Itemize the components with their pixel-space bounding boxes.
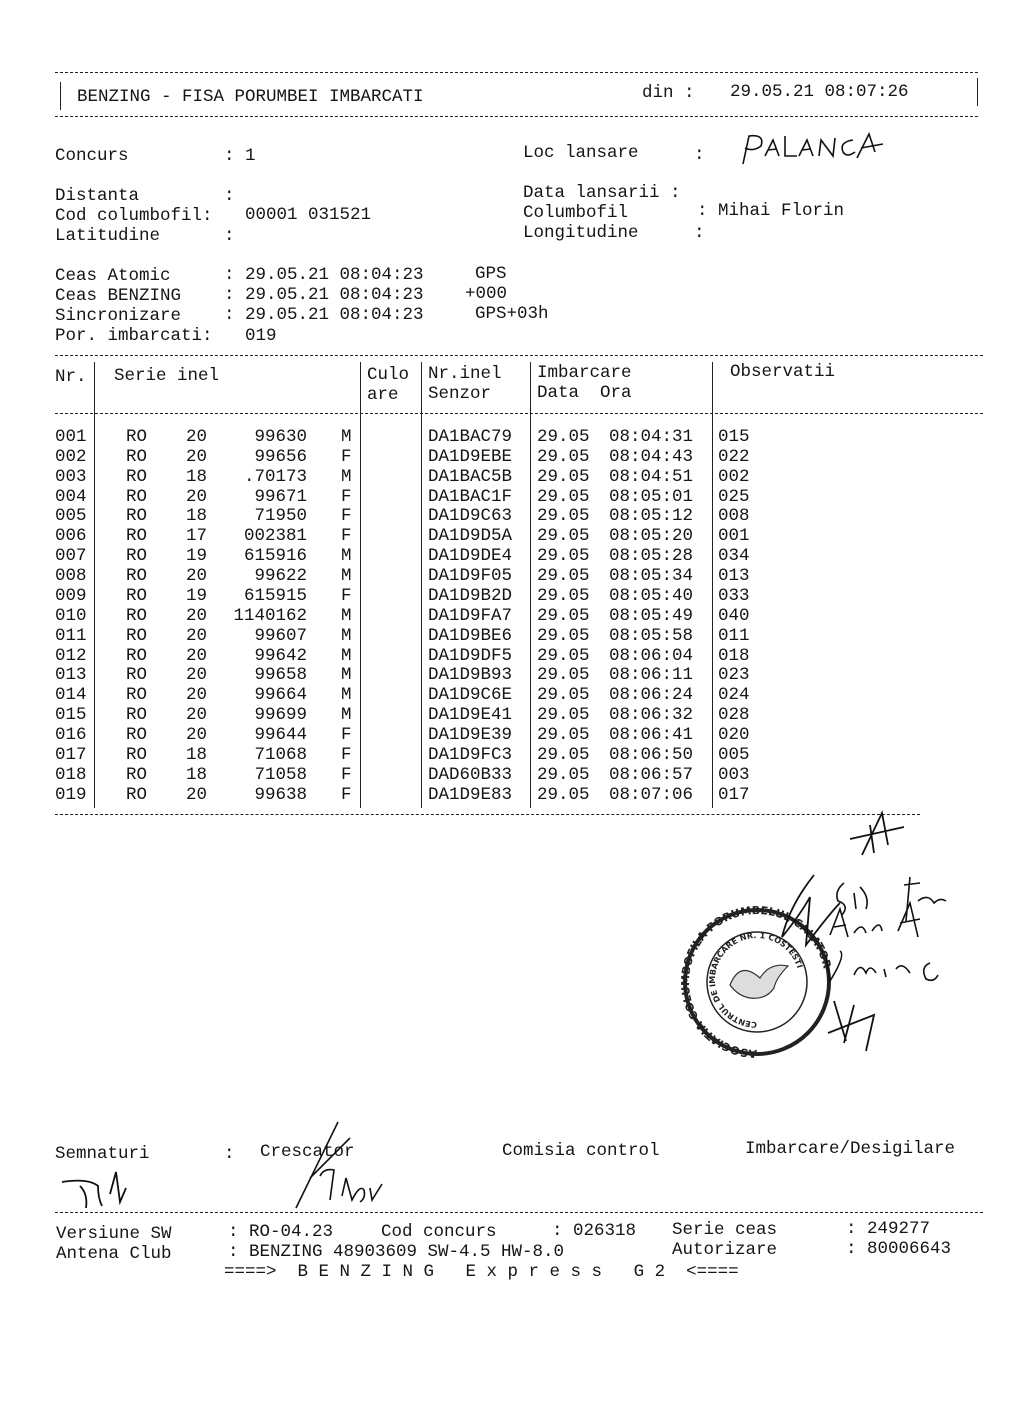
- row-time: 08:05:12: [609, 506, 694, 527]
- row-date: 29.05: [537, 784, 590, 805]
- comisia-control-label: Comisia control: [502, 1141, 660, 1161]
- row-observatii: 023: [718, 665, 750, 686]
- row-country: RO: [126, 546, 148, 567]
- row-date: 29.05: [537, 427, 590, 447]
- row-nr: 015: [55, 705, 87, 726]
- row-date: 29.05: [537, 566, 590, 587]
- ceas-benzing-value: : 29.05.21 08:04:23: [224, 285, 424, 305]
- row-nr: 007: [55, 546, 87, 567]
- table-row: [0, 785, 1024, 805]
- row-sensor-id: DA1D9DF5: [428, 645, 513, 666]
- row-sensor-id: DA1D9E83: [428, 784, 513, 805]
- header-nrinel-2: Senzor: [428, 384, 492, 404]
- row-date: 29.05: [537, 486, 590, 507]
- cod-concurs-value: : 026318: [552, 1221, 637, 1241]
- longitudine-sep: :: [694, 223, 705, 243]
- row-year: 20: [186, 446, 208, 467]
- row-country: RO: [126, 605, 148, 626]
- imbarcare-desigilare-label: Imbarcare/Desigilare: [745, 1139, 956, 1159]
- row-year: 20: [186, 665, 208, 686]
- columbofil-label: Columbofil: [523, 203, 629, 223]
- header-nr: Nr.: [55, 367, 87, 387]
- header-nrinel-1: Nr.inel: [428, 364, 502, 384]
- latitudine-sep: :: [224, 226, 235, 246]
- concurs-value: : 1: [224, 146, 256, 166]
- row-time: 08:07:06: [609, 784, 694, 805]
- row-country: RO: [126, 506, 148, 527]
- row-sensor-id: DA1D9EBE: [428, 446, 513, 467]
- row-observatii: 028: [718, 705, 750, 726]
- loc-lansare-handwritten: [735, 130, 895, 170]
- row-year: 20: [186, 685, 208, 706]
- cod-columbofil-value: 00001 031521: [245, 205, 372, 225]
- header-top-border: [55, 72, 978, 73]
- sincronizare-value: : 29.05.21 08:04:23: [224, 305, 424, 325]
- row-observatii: 008: [718, 506, 750, 527]
- row-ring-number: 99699: [254, 705, 307, 726]
- row-nr: 002: [55, 446, 87, 467]
- row-sensor-id: DA1D9C6E: [428, 685, 513, 706]
- serie-ceas-value: : 249277: [846, 1219, 931, 1239]
- row-sex: F: [341, 486, 352, 507]
- row-sensor-id: DA1D9E41: [428, 705, 513, 726]
- row-nr: 011: [55, 625, 87, 646]
- row-country: RO: [126, 764, 148, 785]
- row-ring-number: 99642: [254, 645, 307, 666]
- sincronizare-label: Sincronizare: [55, 306, 182, 326]
- header-observatii: Observatii: [730, 362, 836, 382]
- row-sensor-id: DA1D9B93: [428, 665, 513, 686]
- row-year: 20: [186, 605, 208, 626]
- row-time: 08:04:51: [609, 466, 694, 487]
- table-row: [0, 506, 1024, 526]
- row-nr: 009: [55, 585, 87, 606]
- row-sex: M: [341, 685, 352, 706]
- row-sensor-id: DA1D9B2D: [428, 585, 513, 606]
- row-country: RO: [126, 427, 148, 447]
- row-ring-number: 1140162: [233, 605, 307, 626]
- row-year: 18: [186, 764, 208, 785]
- row-nr: 010: [55, 605, 87, 626]
- row-country: RO: [126, 665, 148, 686]
- row-sex: M: [341, 466, 352, 487]
- row-observatii: 003: [718, 764, 750, 785]
- row-observatii: 033: [718, 585, 750, 606]
- table-row: [0, 725, 1024, 745]
- row-time: 08:05:34: [609, 566, 694, 587]
- row-country: RO: [126, 744, 148, 765]
- header-left-border: [60, 82, 61, 110]
- row-nr: 006: [55, 526, 87, 547]
- row-nr: 018: [55, 764, 87, 785]
- row-time: 08:05:20: [609, 526, 694, 547]
- row-ring-number: 99638: [254, 784, 307, 805]
- cod-concurs-label: Cod concurs: [381, 1222, 497, 1242]
- row-ring-number: 99656: [254, 446, 307, 467]
- antena-club-value: : BENZING 48903609 SW-4.5 HW-8.0: [228, 1242, 565, 1262]
- row-ring-number: .70173: [243, 466, 307, 487]
- row-date: 29.05: [537, 605, 590, 626]
- row-ring-number: 615915: [243, 585, 307, 606]
- ceas-atomic-label: Ceas Atomic: [55, 266, 171, 286]
- row-sensor-id: DA1D9BE6: [428, 625, 513, 646]
- row-country: RO: [126, 526, 148, 547]
- ceas-atomic-suffix: GPS: [475, 264, 507, 284]
- row-time: 08:04:43: [609, 446, 694, 467]
- table-row: [0, 487, 1024, 507]
- row-sensor-id: DA1D9C63: [428, 506, 513, 527]
- sincronizare-suffix: GPS+03h: [475, 304, 549, 324]
- row-time: 08:06:50: [609, 744, 694, 765]
- ceas-atomic-value: : 29.05.21 08:04:23: [224, 265, 424, 285]
- autorizare-value: : 80006643: [846, 1239, 952, 1259]
- ceas-benzing-suffix: +000: [465, 284, 508, 304]
- row-nr: 001: [55, 427, 87, 447]
- distanta-sep: :: [224, 186, 235, 206]
- table-header-border: [55, 413, 983, 414]
- latitudine-label: Latitudine: [55, 226, 161, 246]
- row-sensor-id: DA1D9D5A: [428, 526, 513, 547]
- header-serie-inel: Serie inel: [114, 366, 220, 386]
- table-row: [0, 427, 1024, 447]
- concurs-label: Concurs: [55, 146, 129, 166]
- benzing-express-banner: ====> B E N Z I N G E x p r e s s G 2 <====: [224, 1262, 739, 1282]
- header-imbarcare-1: Imbarcare: [537, 363, 632, 383]
- table-row: [0, 626, 1024, 646]
- serie-ceas-label: Serie ceas: [672, 1220, 778, 1240]
- table-row: [0, 526, 1024, 546]
- row-time: 08:06:24: [609, 685, 694, 706]
- row-date: 29.05: [537, 506, 590, 527]
- row-sex: M: [341, 645, 352, 666]
- row-time: 08:05:01: [609, 486, 694, 507]
- row-nr: 017: [55, 744, 87, 765]
- row-nr: 019: [55, 784, 87, 805]
- row-date: 29.05: [537, 645, 590, 666]
- row-ring-number: 99671: [254, 486, 307, 507]
- row-date: 29.05: [537, 585, 590, 606]
- row-observatii: 040: [718, 605, 750, 626]
- row-observatii: 020: [718, 725, 750, 746]
- ceas-benzing-label: Ceas BENZING: [55, 286, 182, 306]
- row-country: RO: [126, 685, 148, 706]
- table-row: [0, 566, 1024, 586]
- loc-lansare-sep: :: [694, 145, 705, 165]
- row-observatii: 024: [718, 685, 750, 706]
- row-year: 20: [186, 725, 208, 746]
- row-date: 29.05: [537, 705, 590, 726]
- row-sex: F: [341, 764, 352, 785]
- row-sex: F: [341, 784, 352, 805]
- por-imbarcati-value: 019: [245, 326, 277, 346]
- row-time: 08:06:04: [609, 645, 694, 666]
- row-observatii: 018: [718, 645, 750, 666]
- row-year: 20: [186, 625, 208, 646]
- row-sensor-id: DA1D9E39: [428, 725, 513, 746]
- row-sex: F: [341, 506, 352, 527]
- row-sensor-id: DA1D9FC3: [428, 744, 513, 765]
- semnaturi-label: Semnaturi: [55, 1144, 150, 1164]
- row-nr: 005: [55, 506, 87, 527]
- row-observatii: 017: [718, 784, 750, 805]
- row-year: 20: [186, 427, 208, 447]
- row-country: RO: [126, 784, 148, 805]
- distanta-label: Distanta: [55, 186, 140, 206]
- row-sex: F: [341, 744, 352, 765]
- loc-lansare-label: Loc lansare: [523, 143, 639, 163]
- row-sensor-id: DA1BAC1F: [428, 486, 513, 507]
- row-sensor-id: DA1BAC5B: [428, 466, 513, 487]
- row-year: 17: [186, 526, 208, 547]
- row-country: RO: [126, 486, 148, 507]
- report-date-label: din :: [642, 83, 695, 103]
- row-sex: F: [341, 526, 352, 547]
- row-time: 08:06:32: [609, 705, 694, 726]
- row-date: 29.05: [537, 466, 590, 487]
- versiune-sw-value: : RO-04.23: [228, 1222, 334, 1242]
- row-sex: F: [341, 446, 352, 467]
- footer-top-border: [55, 1212, 983, 1213]
- table-row: [0, 467, 1024, 487]
- autorizare-label: Autorizare: [672, 1240, 778, 1260]
- row-country: RO: [126, 566, 148, 587]
- row-ring-number: 99607: [254, 625, 307, 646]
- table-top-border: [55, 355, 983, 356]
- row-country: RO: [126, 585, 148, 606]
- row-time: 08:06:11: [609, 665, 694, 686]
- signature-semnaturi: [58, 1158, 138, 1213]
- row-observatii: 013: [718, 566, 750, 587]
- row-observatii: 034: [718, 546, 750, 567]
- row-year: 18: [186, 744, 208, 765]
- row-year: 20: [186, 566, 208, 587]
- row-nr: 004: [55, 486, 87, 507]
- row-sensor-id: DA1D9DE4: [428, 546, 513, 567]
- row-nr: 003: [55, 466, 87, 487]
- table-row: [0, 685, 1024, 705]
- row-date: 29.05: [537, 764, 590, 785]
- cod-columbofil-label: Cod columbofil:: [55, 206, 213, 226]
- row-date: 29.05: [537, 685, 590, 706]
- row-year: 20: [186, 705, 208, 726]
- row-ring-number: 99622: [254, 566, 307, 587]
- row-sensor-id: DA1BAC79: [428, 427, 513, 447]
- row-ring-number: 99630: [254, 427, 307, 447]
- header-culoare-2: are: [367, 385, 399, 405]
- row-sex: M: [341, 605, 352, 626]
- signature-crescator: [290, 1118, 390, 1213]
- row-sex: F: [341, 585, 352, 606]
- row-sex: M: [341, 665, 352, 686]
- row-year: 19: [186, 585, 208, 606]
- row-nr: 008: [55, 566, 87, 587]
- row-nr: 013: [55, 665, 87, 686]
- row-observatii: 022: [718, 446, 750, 467]
- table-row: [0, 705, 1024, 725]
- table-row: [0, 586, 1024, 606]
- row-sex: M: [341, 546, 352, 567]
- row-sex: F: [341, 725, 352, 746]
- antena-club-label: Antena Club: [56, 1244, 172, 1264]
- row-year: 19: [186, 546, 208, 567]
- row-time: 08:05:49: [609, 605, 694, 626]
- row-time: 08:06:41: [609, 725, 694, 746]
- longitudine-label: Longitudine: [523, 223, 639, 243]
- row-sensor-id: DA1D9F05: [428, 566, 513, 587]
- header-bottom-border: [55, 116, 978, 117]
- semnaturi-sep: :: [224, 1144, 235, 1164]
- signature-upper-right: [770, 805, 970, 1065]
- row-observatii: 005: [718, 744, 750, 765]
- row-sex: M: [341, 427, 352, 447]
- row-observatii: 001: [718, 526, 750, 547]
- row-country: RO: [126, 705, 148, 726]
- row-sex: M: [341, 625, 352, 646]
- row-ring-number: 99644: [254, 725, 307, 746]
- row-ring-number: 71058: [254, 764, 307, 785]
- row-date: 29.05: [537, 546, 590, 567]
- row-sex: M: [341, 705, 352, 726]
- svg-text:CENTRUL DE IMBARCARE NR. 1 COS: CENTRUL DE IMBARCARE NR. 1 COSTESTI: [708, 930, 805, 1030]
- table-row: [0, 765, 1024, 785]
- report-title: BENZING - FISA PORUMBEI IMBARCATI: [77, 87, 424, 107]
- row-ring-number: 99658: [254, 665, 307, 686]
- table-row: [0, 606, 1024, 626]
- versiune-sw-label: Versiune SW: [56, 1224, 172, 1244]
- header-imbarcare-2: Data Ora: [537, 383, 632, 403]
- row-time: 08:05:40: [609, 585, 694, 606]
- row-date: 29.05: [537, 665, 590, 686]
- row-observatii: 002: [718, 466, 750, 487]
- row-observatii: 015: [718, 427, 750, 447]
- header-culoare-1: Culo: [367, 365, 410, 385]
- row-country: RO: [126, 625, 148, 646]
- data-lansarii-label: Data lansarii :: [523, 183, 681, 203]
- svg-text:ASOCIATIA COLUMBOFILA PORUMBEL: ASOCIATIA COLUMBOFILA PORUMBELUL CALATOR: [678, 903, 834, 1061]
- table-row: [0, 646, 1024, 666]
- row-time: 08:05:58: [609, 625, 694, 646]
- row-year: 20: [186, 784, 208, 805]
- row-nr: 014: [55, 685, 87, 706]
- row-sex: M: [341, 566, 352, 587]
- row-year: 20: [186, 645, 208, 666]
- table-row: [0, 665, 1024, 685]
- row-year: 18: [186, 506, 208, 527]
- row-observatii: 011: [718, 625, 750, 646]
- columbofil-value: : Mihai Florin: [697, 201, 845, 221]
- row-nr: 016: [55, 725, 87, 746]
- row-time: 08:04:31: [609, 427, 694, 447]
- row-date: 29.05: [537, 744, 590, 765]
- row-date: 29.05: [537, 725, 590, 746]
- row-ring-number: 71950: [254, 506, 307, 527]
- row-ring-number: 71068: [254, 744, 307, 765]
- row-time: 08:06:57: [609, 764, 694, 785]
- row-ring-number: 615916: [243, 546, 307, 567]
- row-year: 18: [186, 466, 208, 487]
- row-nr: 012: [55, 645, 87, 666]
- row-time: 08:05:28: [609, 546, 694, 567]
- report-date-value: 29.05.21 08:07:26: [730, 82, 909, 102]
- row-sensor-id: DAD60B33: [428, 764, 513, 785]
- table-row: [0, 745, 1024, 765]
- row-sensor-id: DA1D9FA7: [428, 605, 513, 626]
- row-country: RO: [126, 466, 148, 487]
- row-date: 29.05: [537, 446, 590, 467]
- row-date: 29.05: [537, 625, 590, 646]
- row-country: RO: [126, 645, 148, 666]
- row-year: 20: [186, 486, 208, 507]
- row-country: RO: [126, 446, 148, 467]
- row-ring-number: 99664: [254, 685, 307, 706]
- table-row: [0, 546, 1024, 566]
- por-imbarcati-label: Por. imbarcati:: [55, 326, 213, 346]
- row-ring-number: 002381: [243, 526, 307, 547]
- row-date: 29.05: [537, 526, 590, 547]
- row-observatii: 025: [718, 486, 750, 507]
- crescator-label: Crescator: [260, 1142, 355, 1162]
- row-country: RO: [126, 725, 148, 746]
- table-row: [0, 447, 1024, 467]
- header-right-border: [977, 78, 978, 106]
